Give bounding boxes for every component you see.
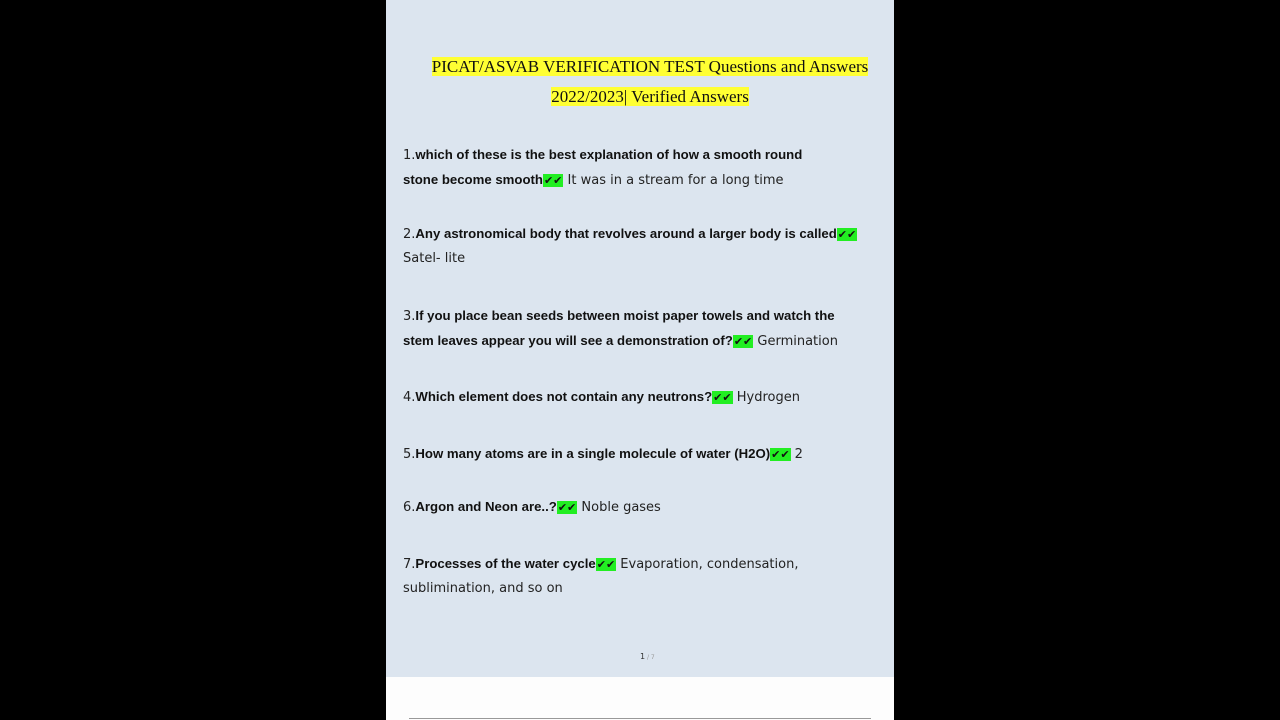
question-2: 2.Any astronomical body that revolves around a larger body is called✔✔ Satel- lite xyxy=(403,226,857,266)
divider xyxy=(409,718,871,719)
check-icon: ✔✔ xyxy=(543,174,563,187)
question-7: 7.Processes of the water cycle✔✔ Evaporation, condensation, sublimination, and so on xyxy=(403,556,799,596)
check-icon: ✔✔ xyxy=(713,391,732,404)
question-3: 3.If you place bean seeds between moist paper towels and watch the stem leaves appear you will see a demonstration of?✔✔ Germination xyxy=(403,308,838,349)
question-6: 6.Argon and Neon are..?✔✔ Noble gases xyxy=(403,499,661,515)
question-1: 1.which of these is the best explanation of how a smooth round stone become smooth✔✔ It was in a stream for a long time xyxy=(403,147,803,188)
document-page xyxy=(386,0,894,677)
check-icon: ✔✔ xyxy=(837,228,857,241)
check-icon: ✔✔ xyxy=(771,448,790,461)
question-4: 4.Which element does not contain any neutrons?✔✔ Hydrogen xyxy=(403,389,800,405)
next-page xyxy=(386,677,894,720)
check-icon: ✔✔ xyxy=(557,501,577,514)
check-icon: ✔✔ xyxy=(596,558,616,571)
document-title: PICAT/ASVAB VERIFICATION TEST Questions and Answers 2022/2023| Verified Answers xyxy=(431,57,869,106)
question-5: 5.How many atoms are in a single molecule of water (H2O)✔✔ 2 xyxy=(403,446,803,462)
page-indicator: 1 / 7 xyxy=(640,652,655,661)
check-icon: ✔✔ xyxy=(733,335,753,348)
